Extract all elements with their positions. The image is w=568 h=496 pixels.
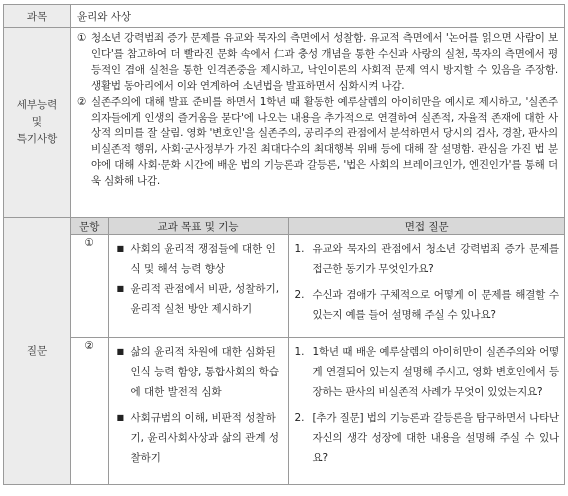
goal-item [117, 279, 284, 319]
details-content [71, 28, 565, 218]
detail-paragraph [77, 95, 558, 190]
goal-text: 삶의 윤리적 차원에 대한 심화된 인식 능력 함양, 통합사회의 학습에 대한 발전적 심화 [130, 346, 280, 398]
goal-item [117, 342, 284, 402]
paragraph-number: ② [77, 95, 87, 108]
header-goals: 교과 목표 및 기능 [108, 218, 288, 235]
detail-paragraph [77, 31, 558, 95]
question-text: 유교와 묵자의 관점에서 청소년 강력범죄 증가 문제를 접근한 동기가 무엇인가요? [312, 243, 559, 275]
square-bullet-icon: ■ [116, 244, 125, 253]
record-document [3, 4, 564, 485]
paragraph-text: 실존주의에 대해 발표 준비를 하면서 1학년 때 활동한 예루살렘의 아이히만을 예시로 제시하고, '실존주의자들에게 인생의 즐거움을 묻다'에 나오는 내용을 추가적으로 연결하여 실존적, 자율적 존재에 대한 사상적 의미를 잘 살림. 영화 '변호인'을 실존주의, 공리주의 관점에서 분석하면서 당시의 검사, 경찰, 판사의 비실존적 행위, 사회·군사정부가 가진 최대다수의 최대행복 위배 등에 대해 잘 설명함. 관심을 가진 법 분야에 대해 사회·문화 시간에 배운 법의 기능론과 갈등론, '법은 사회의 브레이크인가, 엔진인가'를 통해 더욱 심화해 나감. [91, 95, 558, 188]
goal-item [117, 239, 284, 279]
question-item [295, 408, 560, 468]
header-interview-questions: 면접 질문 [288, 218, 565, 235]
question-text: 1학년 때 배운 예루살렘의 아이히만이 실존주의와 어떻게 연결되어 있는지 설명해 주시고, 영화 변호인에서 등장하는 판사의 비실존적 사례가 무엇이 있었는지요? [312, 346, 559, 398]
paragraph-number: ① [77, 32, 87, 44]
student-record-table [3, 4, 565, 485]
questions-row [4, 218, 565, 485]
question-index: 2. [294, 289, 305, 301]
subject-value: 윤리와 사상 [71, 5, 565, 28]
goals-cell [108, 235, 288, 338]
subject-label: 과목 [4, 5, 71, 28]
square-bullet-icon: ■ [116, 284, 125, 293]
question-index: 2. [294, 412, 305, 424]
questions-cell [288, 235, 565, 338]
goal-text: 사회의 윤리적 쟁점들에 대한 인식 및 해석 능력 향상 [130, 243, 276, 275]
square-bullet-icon: ■ [116, 413, 125, 422]
question-item [295, 285, 560, 325]
subject-row [4, 5, 565, 28]
question-text: [추가 질문] 법의 기능론과 갈등론을 탐구하면서 나타난 자신의 생각 성장에 대한 내용을 설명해 주실 수 있나요? [312, 412, 559, 464]
header-item-number: 문항 [71, 218, 108, 235]
goal-item [117, 408, 284, 468]
square-bullet-icon: ■ [116, 347, 125, 356]
question-number: ① [71, 235, 108, 338]
questions-content [71, 218, 565, 485]
details-label-line-2: 및 [31, 116, 43, 128]
question-number: ② [71, 338, 108, 484]
question-row [71, 235, 565, 338]
details-label [4, 28, 71, 218]
details-label-line-1: 세부능력 [16, 99, 58, 111]
question-text: 수신과 겸애가 구체적으로 어떻게 이 문제를 해결할 수 있는지 예를 들어 설명해 주실 수 있나요? [312, 289, 559, 321]
questions-cell [288, 338, 565, 484]
details-row [4, 28, 565, 218]
details-label-line-3: 특기사항 [16, 133, 58, 145]
question-index: 1. [294, 243, 305, 255]
question-item [295, 342, 560, 402]
question-row [71, 338, 565, 484]
questions-table [71, 218, 565, 484]
goals-cell [108, 338, 288, 484]
goal-text: 사회규범의 이해, 비판적 성찰하기, 윤리사회사상과 삶의 관계 성찰하기 [130, 412, 280, 464]
paragraph-text: 청소년 강력범죄 증가 문제를 유교와 묵자의 측면에서 성찰함. 유교적 측면에서 '논어를 읽으면 사람이 보인다'를 참고하여 더 빨라진 문화 속에서 仁과 충성 개념을 통한 수신과 사랑의 실천, 묵자의 측면에서 평등적인 겸애 실천을 통한 인격존중을 제시하고, 낙인이론의 사회적 문제 역시 방지할 수 있음을 주장함. 생활법 동아리에서 이와 연계하여 소년법을 발표하면서 심화시켜 나감. [91, 32, 558, 92]
goal-text: 윤리적 관점에서 비판, 성찰하기, 윤리적 실천 방안 제시하기 [130, 283, 280, 315]
question-item [295, 239, 560, 279]
questions-label: 질문 [4, 218, 71, 485]
question-index: 1. [294, 346, 305, 358]
